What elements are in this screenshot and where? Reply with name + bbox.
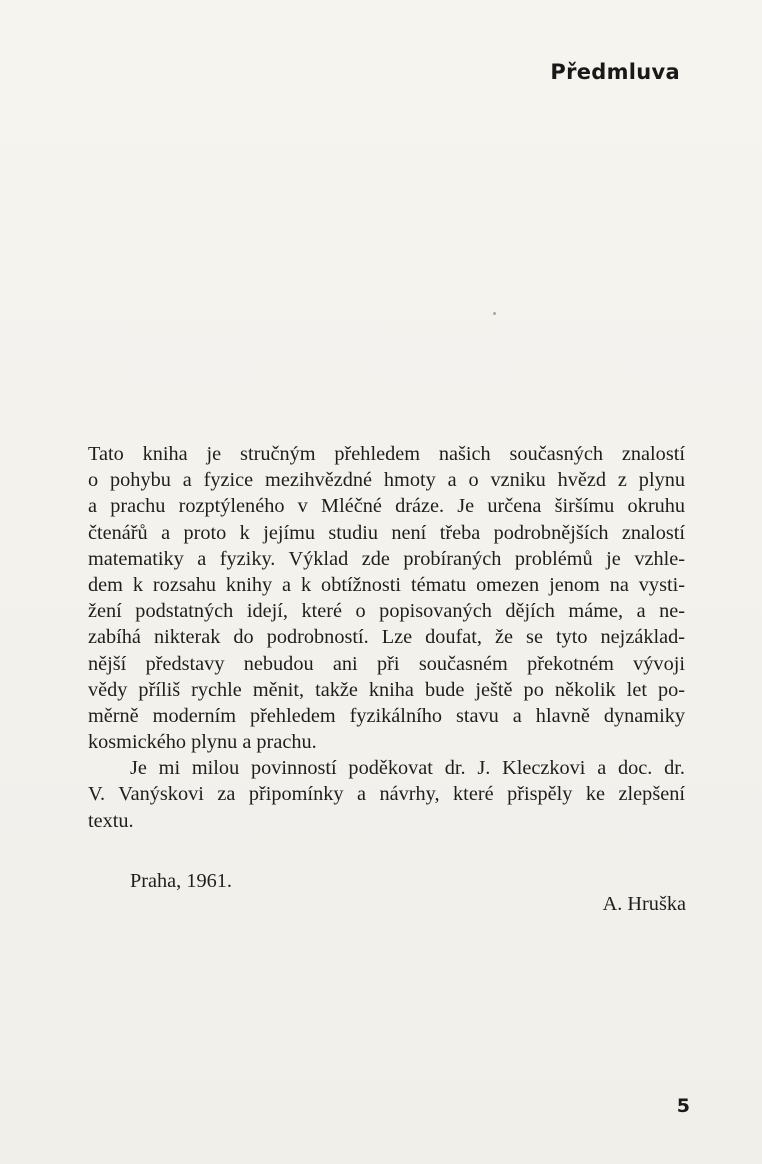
text-line: nější představy nebudou ani při současném překotném vývoji [88, 652, 685, 675]
text-line: zabíhá nikterak do podrobností. Lze doufat, že se tyto nejzáklad- [88, 626, 685, 649]
text-line: čtenářů a proto k jejímu studiu není třeba podrobnějších znalostí [88, 521, 685, 544]
author-signature: A. Hruška [602, 893, 686, 915]
preface-body [88, 441, 685, 834]
page-number: 5 [676, 1095, 690, 1117]
text-line: a prachu rozptýleného v Mléčné dráze. Je určena širšímu okruhu [88, 495, 685, 518]
text-line: V. Vanýskovi za připomínky a návrhy, které přispěly ke zlepšení [88, 783, 685, 806]
text-line: Je mi milou povinností poděkovat dr. J. Kleczkovi a doc. dr. [130, 757, 685, 780]
text-line: žení podstatných idejí, které o popisovaných dějích máme, a ne- [88, 600, 685, 623]
text-line: o pohybu a fyzice mezihvězdné hmoty a o vzniku hvězd z plynu [88, 469, 685, 492]
text-line: textu. [88, 809, 134, 832]
place-date: Praha, 1961. [130, 870, 232, 892]
paragraph-2 [88, 755, 685, 834]
text-line: Tato kniha je stručným přehledem našich současných znalostí [88, 443, 685, 465]
text-line: měrně moderním přehledem fyzikálního stavu a hlavně dynamiky [88, 704, 685, 727]
page-title: Předmluva [550, 60, 680, 84]
paragraph-1 [88, 441, 685, 755]
text-line: dem k rozsahu knihy a k obtížnosti tématu omezen jenom na vysti- [88, 573, 685, 596]
text-line: matematiky a fyziky. Výklad zde probíraných problémů je vzhle- [88, 547, 685, 570]
text-line: vědy příliš rychle měnit, takže kniha bude ještě po několik let po- [88, 678, 685, 701]
text-line: kosmického plynu a prachu. [88, 731, 317, 754]
paper-speck [493, 312, 496, 315]
